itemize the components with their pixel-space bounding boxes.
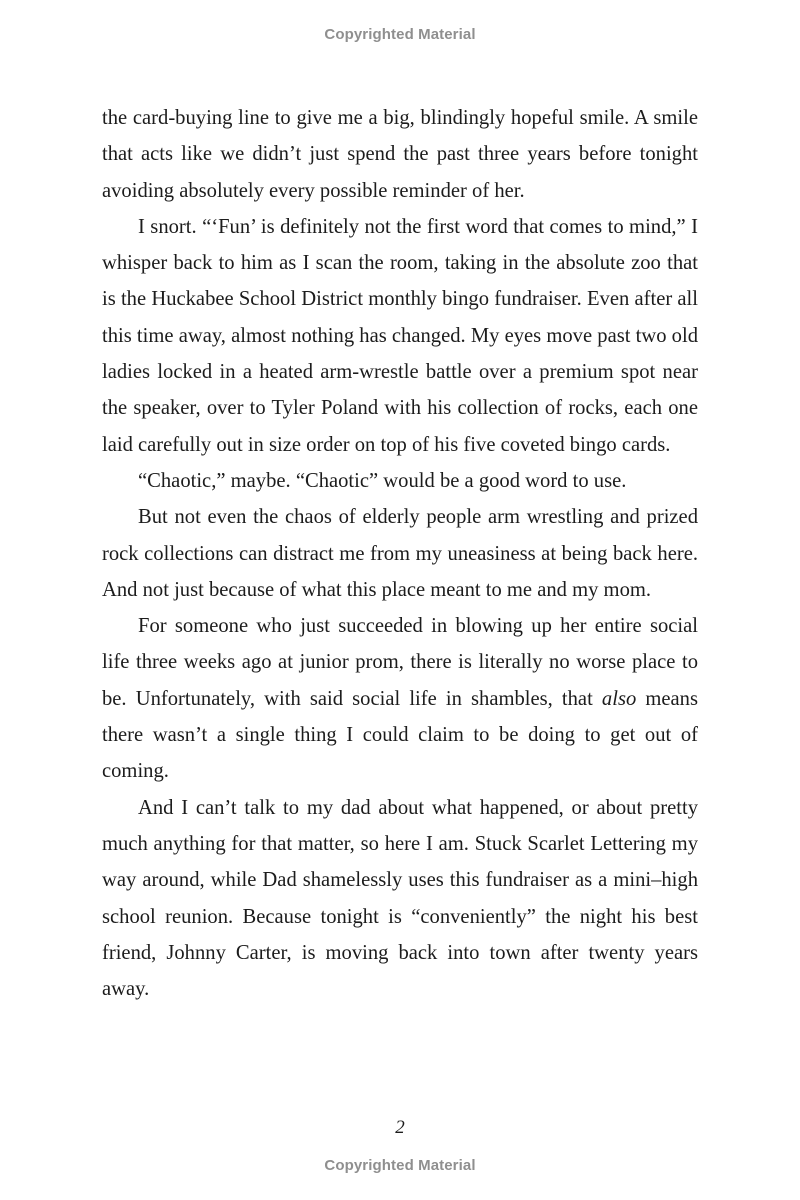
body-text [102, 100, 698, 1007]
paragraph-2: I snort. “‘Fun’ is definitely not the first word that comes to mind,” I whisper back to him as I scan the room, taking in the absolute zoo that is the Huckabee School District monthly bingo fundraiser. Even after all this time away, almost nothing has changed. My eyes move past two old ladies locked in a heated arm-wrestle battle over a premium spot near the speaker, over to Tyler Poland with his collection of rocks, each one laid carefully out in size order on top of his five coveted bingo cards. [102, 215, 698, 456]
paragraph-3: “Chaotic,” maybe. “Chaotic” would be a good word to use. [138, 469, 627, 492]
paragraph-1: the card-buying line to give me a big, blindingly hopeful smile. A smile that acts like we didn’t just spend the past three years before tonight avoiding absolutely every possible reminder of her. [102, 107, 698, 202]
paragraph-5-before: For someone who just succeeded in blowing up her entire social life three weeks ago at junior prom, there is literally no worse place to be. Unfortunately, with said social life in shambles, that [102, 615, 698, 710]
paragraph-6: And I can’t talk to my dad about what happened, or about pretty much anything for that matter, so here I am. Stuck Scarlet Lettering my way around, while Dad shamelessly uses this fundraiser as a mini–high school reunion. Because tonight is “conveniently” the night his best friend, Johnny Carter, is moving back into town after twenty years away. [102, 796, 698, 1001]
paragraph-5 [102, 608, 698, 789]
page-number: 2 [395, 1117, 405, 1138]
copyright-watermark-bottom: Copyrighted Material [324, 1157, 476, 1174]
paragraph-4: But not even the chaos of elderly people arm wrestling and prized rock collections can distract me from my uneasiness at being back here. And not just because of what this place meant to me and my mom. [102, 506, 698, 601]
copyright-watermark-top: Copyrighted Material [324, 26, 476, 43]
paragraph-5-after: means there wasn’t a single thing I could claim to be doing to get out of coming. [102, 687, 698, 783]
paragraph-5-emphasis: also [601, 687, 637, 710]
